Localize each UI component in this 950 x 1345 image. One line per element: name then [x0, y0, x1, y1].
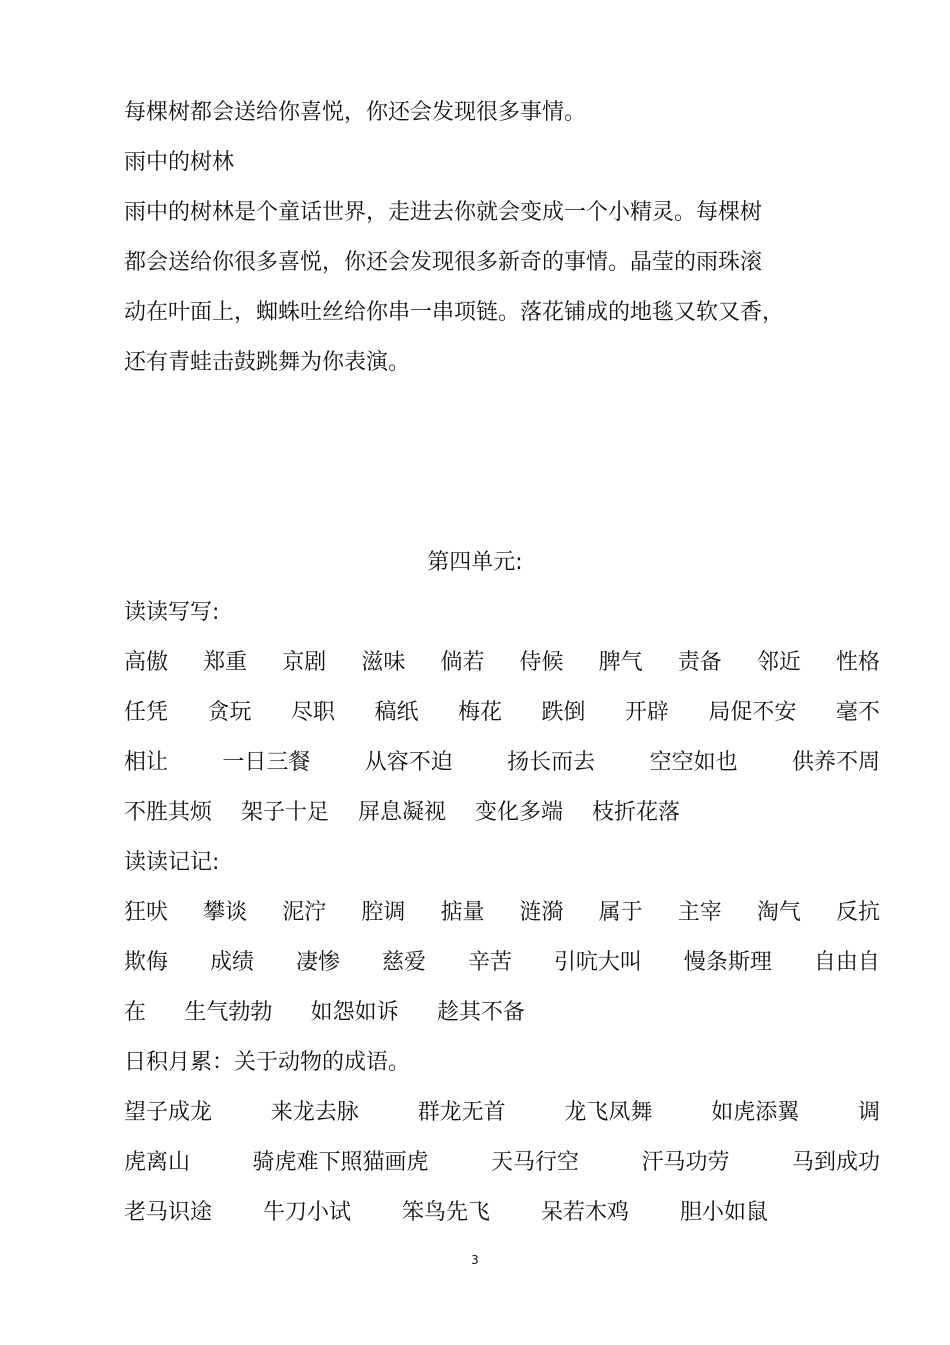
vocab-word: 呆若木鸡: [540, 1200, 629, 1225]
vocab-word: 马到成功: [791, 1150, 880, 1175]
word-row: [124, 799, 680, 827]
vocab-word: 腔调: [361, 900, 406, 925]
vocab-word: 毫不: [835, 700, 880, 725]
paragraph-line: 雨中的树林是个童话世界，走进去你就会变成一个小精灵。每棵树: [124, 200, 763, 225]
vocab-word: 如虎添翼: [711, 1100, 800, 1125]
vocab-word: 欺侮: [124, 950, 169, 975]
vocab-word: 架子十足: [240, 800, 329, 825]
vocab-word: 高傲: [124, 650, 169, 675]
vocab-word: 如怨如诉: [310, 1000, 399, 1025]
vocab-word: 梅花: [457, 700, 502, 725]
read-memorize-heading: 读读记记:: [124, 850, 220, 875]
vocab-word: 不胜其烦: [124, 800, 213, 825]
vocab-word: 胆小如鼠: [679, 1200, 768, 1225]
vocab-word: 局促不安: [708, 700, 797, 725]
vocab-word: 望子成龙: [124, 1100, 213, 1125]
vocab-word: 趁其不备: [436, 1000, 525, 1025]
word-row: [124, 1149, 880, 1177]
vocab-word: 性格: [835, 650, 880, 675]
vocab-word: 属于: [598, 900, 643, 925]
unit-title: 第四单元:: [427, 550, 523, 575]
vocab-word: 开辟: [624, 700, 669, 725]
vocab-word: 扬长而去: [507, 750, 596, 775]
vocab-word: 供养不周: [791, 750, 880, 775]
section-title-rain-forest: 雨中的树林: [124, 150, 235, 175]
vocab-word: 邻近: [756, 650, 801, 675]
read-write-heading: 读读写写:: [124, 600, 220, 625]
word-row: [124, 749, 880, 777]
vocab-word: 从容不迫: [364, 750, 453, 775]
paragraph-line: 动在叶面上，蜘蛛吐丝给你串一串项链。落花铺成的地毯又软又香，: [124, 300, 785, 325]
vocab-word: 攀谈: [203, 900, 248, 925]
word-row: [124, 949, 880, 977]
vocab-word: 滋味: [361, 650, 406, 675]
vocab-word: 龙飞凤舞: [564, 1100, 653, 1125]
paragraph-line: 还有青蛙击鼓跳舞为你表演。: [124, 350, 411, 375]
vocab-word: 变化多端: [474, 800, 563, 825]
word-row: [124, 999, 525, 1027]
vocab-word: 稿纸: [374, 700, 419, 725]
vocab-word: 空空如也: [649, 750, 738, 775]
vocab-word: 侍候: [519, 650, 564, 675]
vocab-word: 调: [857, 1100, 880, 1125]
idioms-heading: 日积月累：关于动物的成语。: [124, 1050, 411, 1075]
vocab-word: 群龙无首: [417, 1100, 506, 1125]
vocab-word: 骑虎难下照猫画虎: [252, 1150, 429, 1175]
vocab-word: 来龙去脉: [270, 1100, 359, 1125]
vocab-word: 牛刀小试: [262, 1200, 351, 1225]
vocab-word: 反抗: [835, 900, 880, 925]
vocab-word: 成绩: [209, 950, 254, 975]
vocab-word: 郑重: [203, 650, 248, 675]
vocab-word: 老马识途: [124, 1200, 213, 1225]
vocab-word: 汗马功劳: [641, 1150, 730, 1175]
vocab-word: 屏息凝视: [357, 800, 446, 825]
word-row: [124, 699, 880, 727]
vocab-word: 淘气: [756, 900, 801, 925]
vocab-word: 凄惨: [295, 950, 340, 975]
vocab-word: 枝折花落: [591, 800, 680, 825]
vocab-word: 任凭: [124, 700, 169, 725]
page-number: 3: [471, 1253, 479, 1267]
vocab-word: 主宰: [677, 900, 722, 925]
paragraph-line: 都会送给你很多喜悦，你还会发现很多新奇的事情。晶莹的雨珠滚: [124, 250, 763, 275]
vocab-word: 慈爱: [381, 950, 426, 975]
vocab-word: 生气勃勃: [184, 1000, 273, 1025]
vocab-word: 天马行空: [490, 1150, 579, 1175]
vocab-word: 辛苦: [467, 950, 512, 975]
vocab-word: 尽职: [290, 700, 335, 725]
vocab-word: 京剧: [282, 650, 327, 675]
word-row: [124, 1099, 880, 1127]
intro-line: 每棵树都会送给你喜悦，你还会发现很多事情。: [124, 100, 587, 125]
vocab-word: 责备: [677, 650, 722, 675]
vocab-word: 掂量: [440, 900, 485, 925]
vocab-word: 慢条斯理: [683, 950, 772, 975]
vocab-word: 倘若: [440, 650, 485, 675]
vocab-word: 涟漪: [519, 900, 564, 925]
vocab-word: 相让: [124, 750, 169, 775]
vocab-word: 脾气: [598, 650, 643, 675]
vocab-word: 自由自: [813, 950, 880, 975]
word-row: [124, 1199, 768, 1227]
vocab-word: 笨鸟先飞: [401, 1200, 490, 1225]
word-row: [124, 649, 880, 677]
vocab-word: 虎离山: [124, 1150, 191, 1175]
vocab-word: 狂吠: [124, 900, 169, 925]
vocab-word: 跌倒: [541, 700, 586, 725]
vocab-word: 一日三餐: [222, 750, 311, 775]
vocab-word: 贪玩: [207, 700, 252, 725]
word-row: [124, 899, 880, 927]
vocab-word: 在: [124, 1000, 147, 1025]
vocab-word: 泥泞: [282, 900, 327, 925]
vocab-word: 引吭大叫: [553, 950, 642, 975]
